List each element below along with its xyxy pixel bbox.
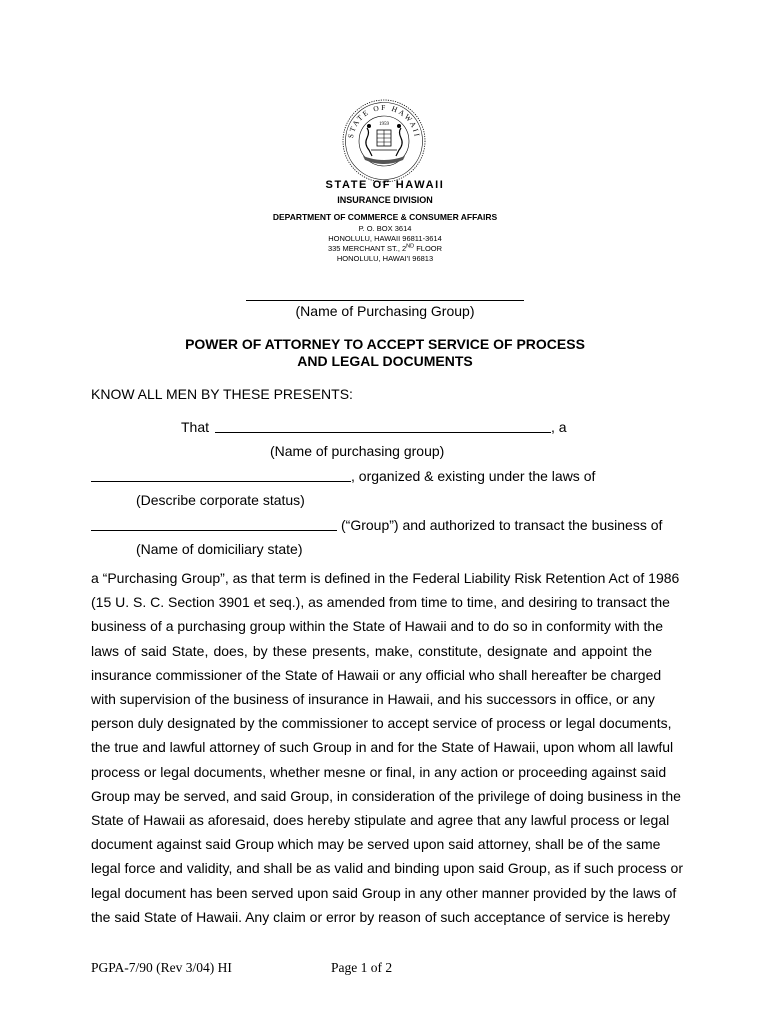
body-line: State of Hawaii as aforesaid, does hereby stipulate and agree that any lawful process or legal xyxy=(91,812,670,829)
body-line: process or legal documents, whether mesne or final, in any action or proceeding against said xyxy=(91,763,667,780)
body-line: person duly designated by the commissioner to accept service of process or legal documents, xyxy=(91,715,672,732)
header-division: INSURANCE DIVISION xyxy=(337,195,433,205)
document-title-line1: POWER OF ATTORNEY TO ACCEPT SERVICE OF PROCESS xyxy=(185,336,585,352)
that-suffix: , a xyxy=(551,419,567,435)
body-line: laws of said State, does, by these presents, make, constitute, designate and appoint the xyxy=(91,642,652,659)
page-number: Page 1 of 2 xyxy=(331,960,393,975)
body-line: a “Purchasing Group”, as that term is defined in the Federal Liability Risk Retention Act of 1986 xyxy=(91,570,680,586)
know-all-heading: KNOW ALL MEN BY THESE PRESENTS: xyxy=(91,386,353,402)
body-line: legal force and validity, and shall be as valid and binding upon said Group, as if such process or xyxy=(91,860,683,877)
document-title-line2: AND LEGAL DOCUMENTS xyxy=(297,353,473,369)
domiciliary-caption: (Name of domiciliary state) xyxy=(136,541,303,557)
form-number: PGPA-7/90 (Rev 3/04) HI xyxy=(91,960,232,975)
body-line: insurance commissioner of the State of Hawaii or any official who shall hereafter be charged xyxy=(91,666,662,683)
body-line: (15 U. S. C. Section 3901 et seq.), as amended from time to time, and desiring to transact the xyxy=(91,594,670,611)
header-po-box: P. O. BOX 3614 xyxy=(358,224,412,233)
seal-year: 1959 xyxy=(379,122,389,127)
seal-ring-text: STATE OF HAWAII xyxy=(346,102,422,139)
purchasing-group-line xyxy=(246,300,524,301)
header-city-po: HONOLULU, HAWAII 96811-3614 xyxy=(328,234,442,243)
name-caption: (Name of purchasing group) xyxy=(270,443,445,459)
header-department: DEPARTMENT OF COMMERCE & CONSUMER AFFAIRS xyxy=(272,212,498,222)
body-line: business of a purchasing group within the State of Hawaii and to do so in conformity with the xyxy=(91,618,663,635)
body-line: with supervision of the business of insurance in Hawaii, and his successors in office, or any xyxy=(91,691,655,708)
header-state: STATE OF HAWAII xyxy=(325,179,445,191)
domiciliary-state-line xyxy=(91,530,337,531)
that-label: That xyxy=(181,419,210,435)
header-street: 335 MERCHANT ST., 2ND FLOOR xyxy=(327,243,443,253)
body-line: the said State of Hawaii. Any claim or error by reason of such acceptance of service is hereby xyxy=(91,908,670,925)
body-line: Group may be served, and said Group, in consideration of the privilege of doing business in the xyxy=(91,787,681,804)
header-city-street: HONOLULU, HAWAI'I 96813 xyxy=(336,254,434,263)
state-seal-icon xyxy=(341,98,427,184)
name-line xyxy=(215,432,551,433)
organized-text: , organized & existing under the laws of xyxy=(351,468,596,484)
purchasing-group-caption: (Name of Purchasing Group) xyxy=(295,303,475,319)
corporate-status-caption: (Describe corporate status) xyxy=(136,492,305,508)
corporate-status-line xyxy=(91,481,351,482)
body-line: the true and lawful attorney of such Group in and for the State of Hawaii, upon whom all lawful xyxy=(91,739,674,756)
body-line: document against said Group which may be served upon said attorney, shall be of the same xyxy=(91,836,661,853)
group-text: (“Group”) and authorized to transact the business of xyxy=(341,517,663,533)
body-line: legal document has been served upon said Group in any other manner provided by the laws of xyxy=(91,884,677,901)
body-paragraph xyxy=(91,566,683,929)
